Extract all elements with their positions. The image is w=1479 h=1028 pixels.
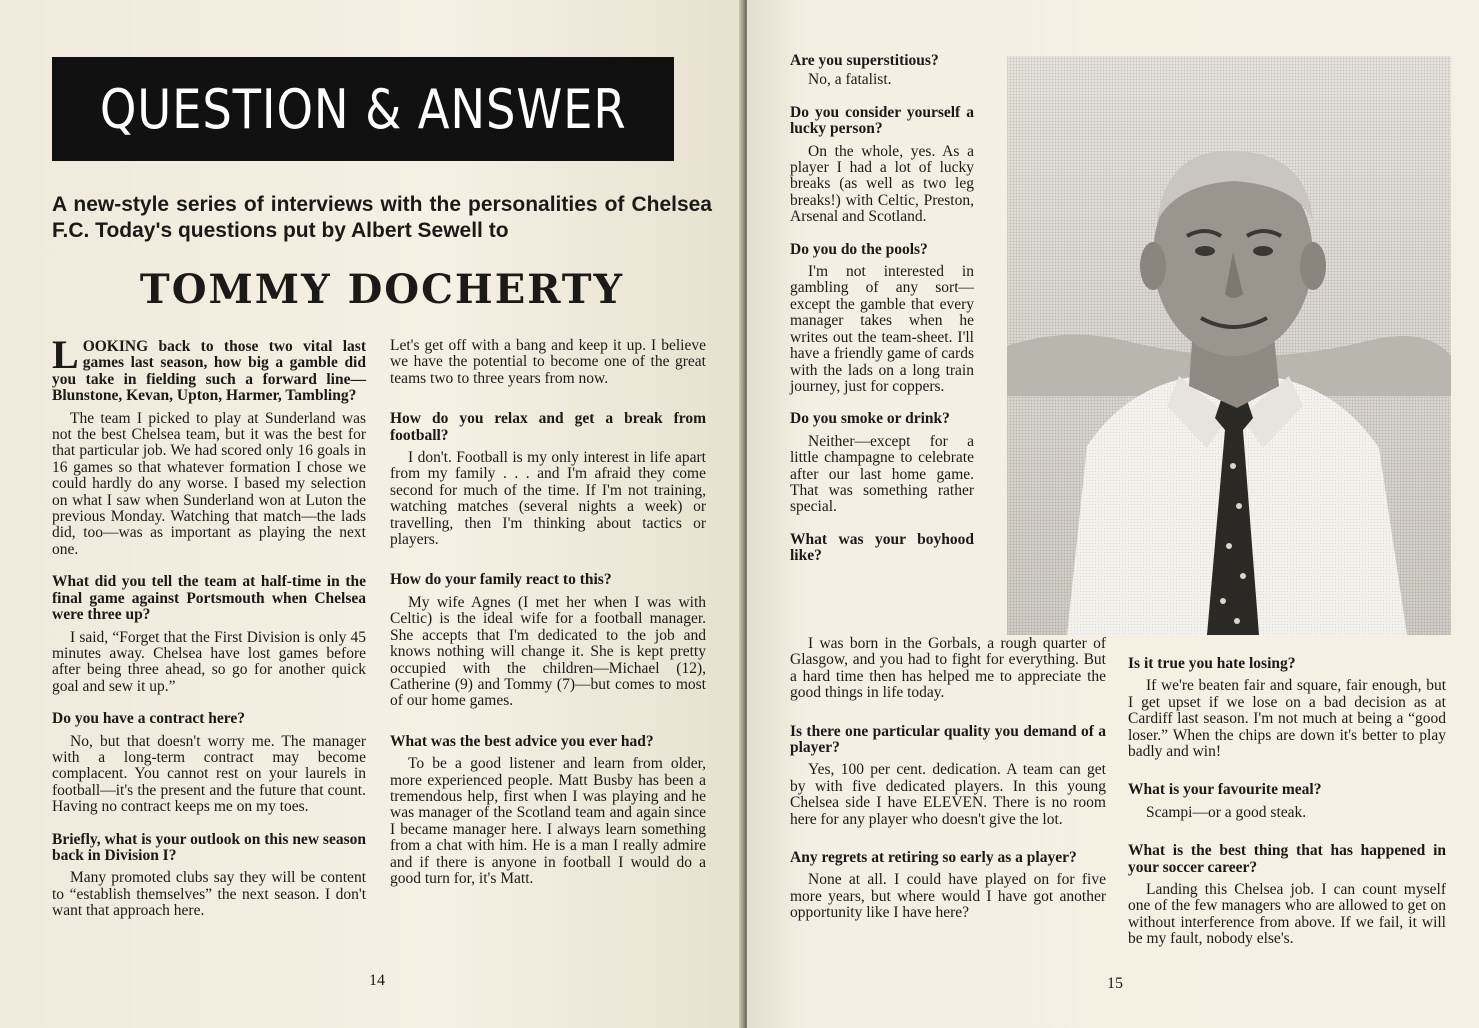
banner-title: QUESTION & ANSWER — [99, 77, 627, 141]
portrait-photo — [1007, 56, 1451, 635]
intro-text: A new-style series of interviews with the personalities of Chelsea F.C. Today's questions put by Albert Sewell to — [52, 193, 712, 242]
question: LOOKING back to those two vital last games last season, how big a gamble did you take in fielding such a forward line—Blunstone, Kevan, Upton, Harmer, Tambling? — [52, 332, 366, 405]
answer: No, but that doesn't worry me. The manager with a long-term contract may become complacent. You cannot rest on your laurels in football—it's the present and the future that count. Having no contract keeps me on my toes. — [52, 732, 366, 816]
answer: On the whole, yes. As a player I had a lot of lucky breaks (as well as two leg breaks!) with Celtic, Preston, Arsenal and Scotland. — [790, 142, 974, 226]
question: What is the best thing that has happened in your soccer career? — [1128, 842, 1446, 876]
question: Do you do the pools? — [790, 240, 928, 258]
answer: I was born in the Gorbals, a rough quarter of Glasgow, and you had to fight for everything. But a hard time then has helped me to appreciate the good things in life today. — [790, 635, 1106, 702]
question: What was your boyhood like? — [790, 530, 974, 565]
interviewee-name: TOMMY DOCHERTY — [139, 266, 625, 313]
question: Any regrets at retiring so early as a player? — [790, 849, 1077, 867]
question: Do you have a contract here? — [52, 710, 246, 728]
column-3-bottom — [790, 636, 1106, 922]
answer-continued: Let's get off with a bang and keep it up. I believe we have the potential to become one of the great teams two to three years from now. — [390, 337, 706, 387]
question: Is it true you hate losing? — [1128, 655, 1296, 672]
answer: I don't. Football is my only interest in life apart from my family . . . and I'm afraid they come second for much of the time. If I'm not training, watching matches (several nights a week) or travelling, then I'm thinking about tactics or players. — [390, 449, 706, 549]
question: What was the best advice you ever had? — [390, 732, 654, 750]
page-number-left: 14 — [369, 972, 385, 989]
answer: If we're beaten fair and square, fair enough, but I get upset if we lose on a bad decision as at Cardiff last season. I'm not much at being a “good loser.” When the chips are down it's better to play badly and win! — [1128, 677, 1446, 761]
question: How do your family react to this? — [390, 571, 612, 589]
question: What did you tell the team at half-time in the final game against Portsmouth when Chelsea were three up? — [52, 573, 366, 624]
column-4 — [1128, 656, 1446, 948]
page-number-right: 15 — [1107, 975, 1123, 992]
question: Briefly, what is your outlook on this new season back in Division I? — [52, 830, 366, 864]
answer: Landing this Chelsea job. I can count myself one of the few managers who are allowed to get on without interference from above. If we fail, it will be my fault, nobody else's. — [1128, 881, 1446, 948]
answer: My wife Agnes (I met her when I was with Celtic) is the ideal wife for a football manager. She accepts that I'm dedicated to the job and knows nothing will change it. She is kept pretty occupied with the children—Michael (12), Catherine (9) and Tommy (7)—but comes to most of our home games. — [390, 593, 706, 710]
answer: Yes, 100 per cent. dedication. A team can get by with five dedicated players. In this young Chelsea side I have ELEVEN. There is no room here for any player who doesn't give the lot. — [790, 761, 1106, 828]
answer: I'm not interested in gambling of any sort—except the gamble that every manager takes when he writes out the team-sheet. I'll have a friendly game of cards with the lads on a long train journey, just for coppers. — [790, 263, 974, 395]
answer: None at all. I could have played on for five more years, but where would I have got another opportunity like I have here? — [790, 871, 1106, 922]
drop-cap: L — [52, 332, 79, 377]
column-2 — [390, 338, 706, 887]
question: What is your favourite meal? — [1128, 781, 1322, 799]
column-3-top — [790, 53, 974, 565]
question: Is there one particular quality you demand of a player? — [790, 722, 1106, 757]
answer: Scampi—or a good steak. — [1146, 803, 1307, 821]
answer: Neither—except for a little champagne to celebrate after our last home game. That was something rather special. — [790, 432, 974, 516]
column-1 — [52, 332, 366, 920]
question: Are you superstitious? — [790, 52, 939, 69]
answer: No, a fatalist. — [808, 71, 892, 89]
answer: The team I picked to play at Sunderland was not the best Chelsea team, but it was the best for that particular job. We had scored only 16 goals in 16 games so that whatever formation I chose we could hardly do any worse. I based my selection on what I saw when Sunderland won at Luton the previous Monday. Watching that match—the lads did, too—was as important as playing the next one. — [52, 409, 366, 558]
answer: I said, “Forget that the First Division is only 45 minutes away. Chelsea have lost games before after being three ahead, so go for another quick goal and sew it up.” — [52, 628, 366, 695]
title-banner — [52, 57, 674, 161]
question: Do you consider yourself a lucky person? — [790, 103, 974, 138]
answer: To be a good listener and learn from older, more experienced people. Matt Busby has been a tremendous help, first when I was playing and he was manager of the Scotland team and again since I became manager here. I always learn something from a chat with him. He is a man I really admire and if there is anyone in football I would do a good turn for, it's Matt. — [390, 755, 706, 887]
portrait-illustration — [1007, 56, 1451, 635]
question: How do you relax and get a break from football? — [390, 410, 706, 444]
question: Do you smoke or drink? — [790, 410, 950, 428]
answer: Many promoted clubs say they will be content to “establish themselves” the next season. I don't want that approach here. — [52, 869, 366, 920]
